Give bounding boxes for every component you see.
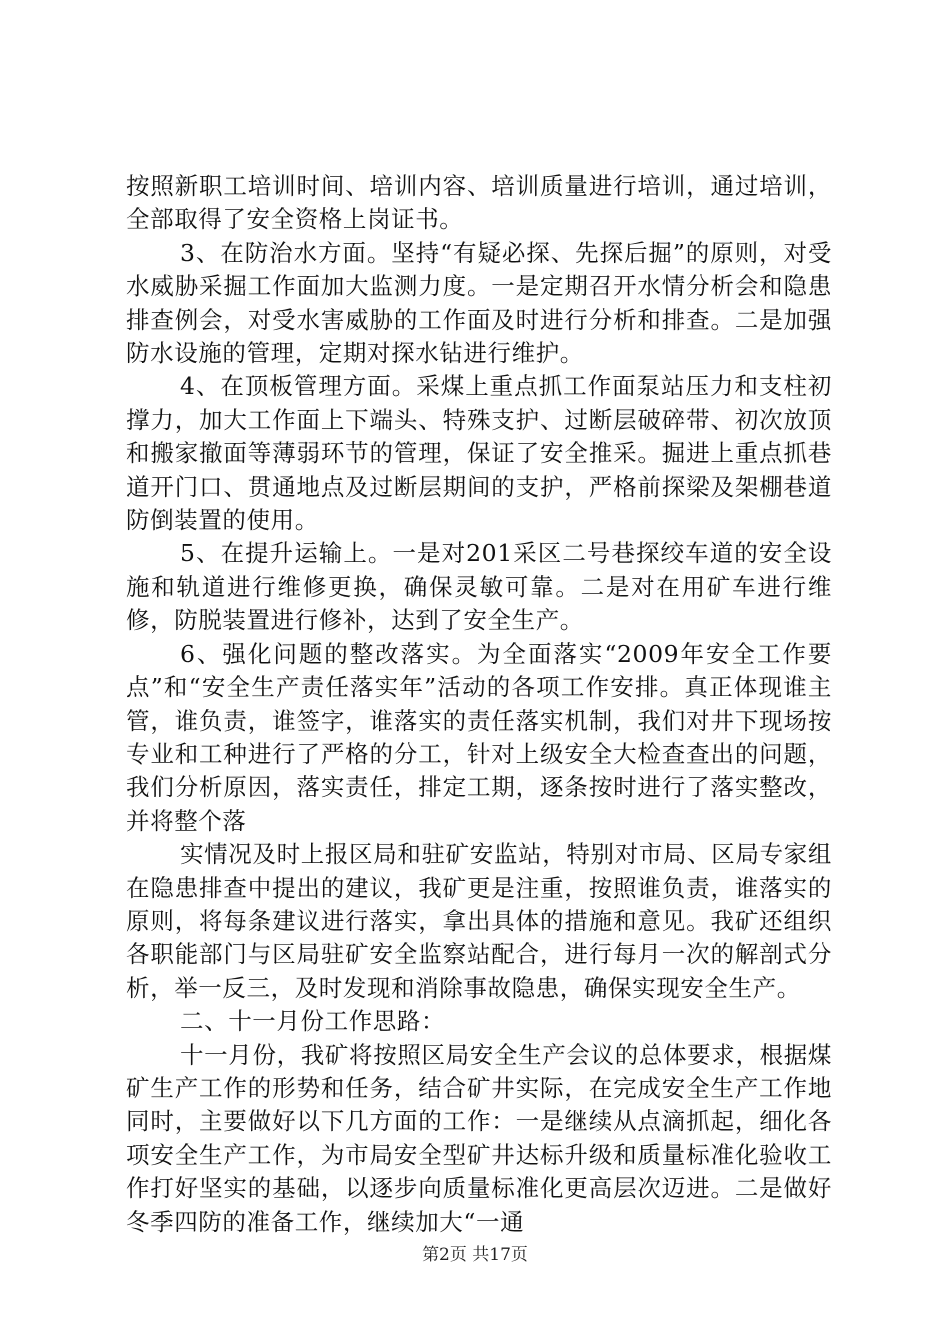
section-heading-november-plan: 二、十一月份工作思路： bbox=[180, 1007, 446, 1036]
paragraph-roof-management: 4、在顶板管理方面。采煤上重点抓工作面泵站压力和支柱初撑力，加大工作面上下端头、特殊支护、过断层破碎带、初次放顶和搬家撤面等薄弱环节的管理，保证了安全推采。掘进上重点抓巷道开门口、贯通地点及过断层期间的支护，严格前探梁及架棚巷道防倒装置的使用。 bbox=[126, 372, 832, 535]
page-number-footer: 第2页 共17页 bbox=[422, 1245, 528, 1265]
paragraph-hoisting-transport: 5、在提升运输上。一是对201采区二号巷探绞车道的安全设施和轨道进行维修更换，确保灵敏可靠。二是对在用矿车进行维修，防脱装置进行修补，达到了安全生产。 bbox=[126, 539, 832, 635]
paragraph-november-plan: 十一月份，我矿将按照区局安全生产会议的总体要求，根据煤矿生产工作的形势和任务，结合矿井实际，在完成安全生产工作地同时，主要做好以下几方面的工作：一是继续从点滴抓起，细化各项安全生产工作，为市局安全型矿井达标升级和质量标准化验收工作打好坚实的基础，以逐步向质量标准化更高层次迈进。二是做好冬季四防的准备工作，继续加大“一通 bbox=[126, 1040, 832, 1236]
paragraph-continued-training: 按照新职工培训时间、培训内容、培训质量进行培训，通过培训，全部取得了安全资格上岗证书。 bbox=[126, 172, 832, 234]
paragraph-rectification: 6、强化问题的整改落实。为全面落实“2009年安全工作要点”和“安全生产责任落实年”活动的各项工作安排。真正体现谁主管，谁负责，谁签字，谁落实的责任落实机制，我们对井下现场按专业和工种进行了严格的分工，针对上级安全大检查查出的问题，我们分析原因，落实责任，排定工期，逐条按时进行了落实整改，并将整个落 bbox=[126, 639, 832, 835]
document-body bbox=[126, 170, 832, 1239]
paragraph-rectification-continued: 实情况及时上报区局和驻矿安监站，特别对市局、区局专家组在隐患排查中提出的建议，我矿更是注重，按照谁负责，谁落实的原则，将每条建议进行落实，拿出具体的措施和意见。我矿还组织各职能部门与区局驻矿安全监察站配合，进行每月一次的解剖式分析，举一反三，及时发现和消除事故隐患，确保实现安全生产。 bbox=[126, 840, 832, 1002]
paragraph-water-control: 3、在防治水方面。坚持“有疑必探、先探后掘”的原则，对受水威胁采掘工作面加大监测力度。一是定期召开水情分析会和隐患排查例会，对受水害威胁的工作面及时进行分析和排查。二是加强防水设施的管理，定期对探水钻进行维护。 bbox=[126, 238, 832, 368]
